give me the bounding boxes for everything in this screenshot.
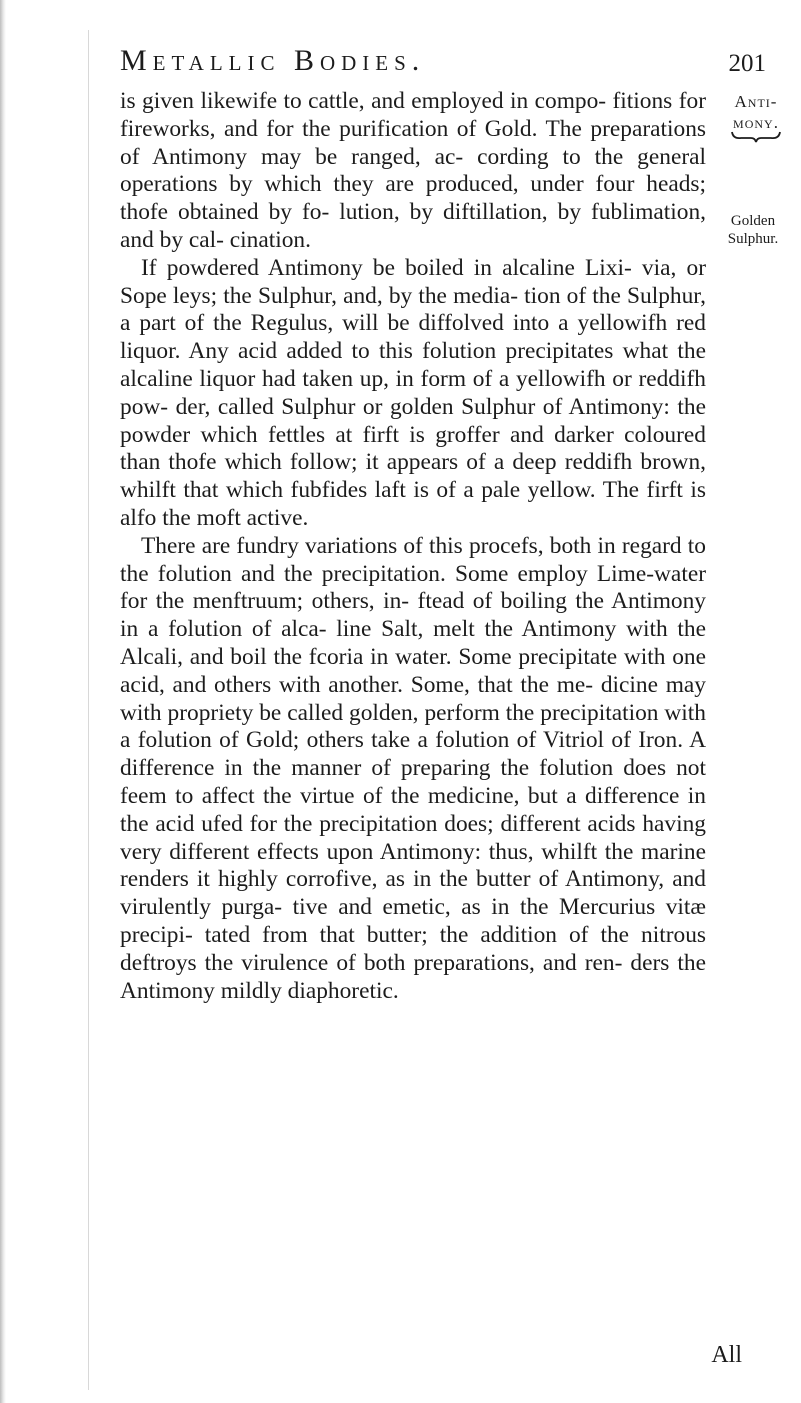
paragraph-antimony-preparations: is given likewife to cattle, and employed in compo- fitions for fireworks, and for the purification of Gold. The preparations of Antimony may be ranged, ac- cording to the general operations by which they are produced, under four heads; thofe obtained by fo- lution, by diftillation, by fublimation, and by cal- cination.: [120, 88, 706, 253]
paragraph-golden-sulphur: If powdered Antimony be boiled in alcaline Lixi- via, or Sope leys; the Sulphur, and, by the media- tion of the Sulphur, a part of the Regulus, will be diffolved into a yellowifh red liquor. Any acid added to this folution precipitates what the alcaline liquor had taken up, in form of a yellowifh or reddifh pow- der, called Sulphur or golden Sulphur of Antimony: the powder which fettles at firft is groffer and darker coloured than thofe which follow; it appears of a deep reddifh brown, whilft that which fubfides laft is of a pale yellow. The firft is alfo the moft active.: [120, 254, 706, 531]
paragraph-process-variations: There are fundry variations of this procefs, both in regard to the folution and the precipitation. Some employ Lime-water for the menftruum; others, in- ftead of boiling the Antimony in a folution of alca- line Salt, melt the Antimony with the Alcali, and boil the fcoria in water. Some precipitate with one acid, and others with another. Some, that the me- dicine may with propriety be called golden, perform the precipitation with a folution of Gold; others take a folution of Vitriol of Iron. A difference in the manner of preparing the folution does not feem to affect the virtue of the medicine, but a difference in the acid ufed for the precipitation does; different acids having very different effects upon Antimony: thus, whilft the marine renders it highly corrofive, as in the butter of Antimony, and virulently purga- tive and emetic, as in the Mercurius vitæ precipi- tated from that butter; the addition of the nitrous deftroys the virulence of both preparations, and ren- ders the Antimony mildly diaphoretic.: [120, 532, 706, 1004]
page-number: 201: [728, 50, 766, 77]
margin-bracket-icon: [731, 131, 781, 143]
page-edge: [0, 0, 6, 1403]
margin-note-golden: Golden: [730, 213, 776, 229]
margin-note-sulphur: Sulphur.: [727, 231, 779, 247]
margin-note-antimony: [721, 91, 791, 133]
page-header: [120, 44, 766, 86]
body-text: [120, 88, 706, 1005]
margin-note-mony: mony.: [733, 113, 779, 132]
catchword: All: [711, 1342, 742, 1368]
margin-note-anti: Anti-: [734, 92, 778, 111]
gutter-shadow: [88, 30, 89, 1390]
running-title: Metallic Bodies.: [120, 44, 426, 77]
margin-note-golden-sulphur: [715, 212, 791, 248]
